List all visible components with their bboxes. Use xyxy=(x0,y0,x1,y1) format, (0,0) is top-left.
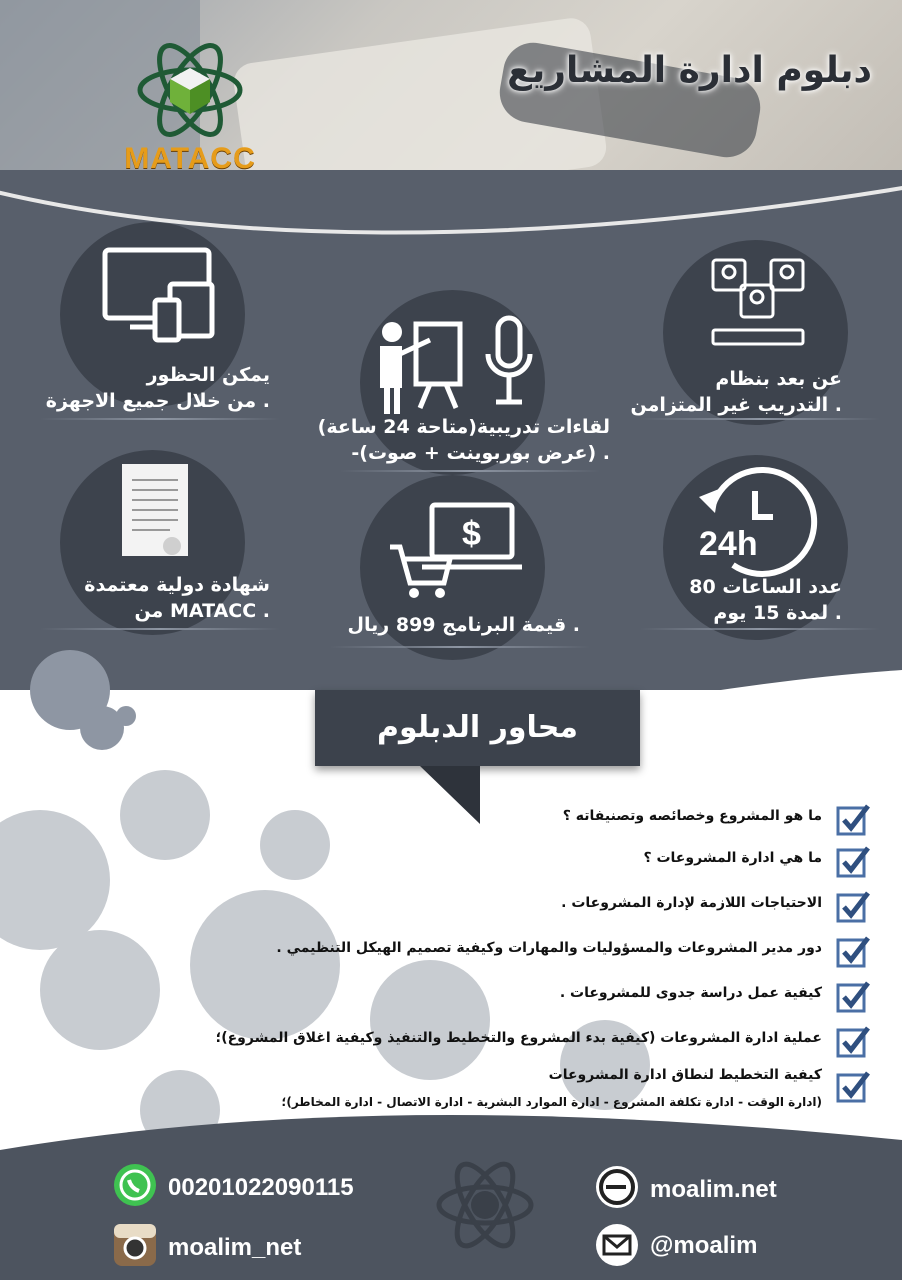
topic-text: كيفية عمل دراسة جدوى للمشروعات . xyxy=(559,985,822,1001)
checkbox-checked-icon xyxy=(836,934,870,968)
atom-watermark-icon xyxy=(430,1150,540,1260)
brand-name: MATACC xyxy=(124,142,256,175)
checkbox-checked-icon xyxy=(836,1069,870,1103)
topic-item xyxy=(170,798,870,838)
feature-hours: عدد الساعات 80 لمدة 15 يوم . xyxy=(689,576,842,624)
decor-dot xyxy=(116,706,136,726)
topic-text: كيفية التخطيط لنطاق ادارة المشروعات xyxy=(548,1067,822,1083)
feature-sessions: لقاءات تدريبية(متاحة 24 ساعة) -(عرض بوربوينت + صوت) . xyxy=(317,416,610,464)
phone-number[interactable]: 00201022090115 xyxy=(168,1174,354,1201)
feature-devices: يمكن الحظور من خلال جميع الاجهزة . xyxy=(45,364,270,412)
topic-text: دور مدير المشروعات والمسؤوليات والمهارات وكيفية تصميم الهيكل التنظيمي . xyxy=(276,940,822,956)
feature-remote: عن بعد بنظام التدريب غير المتزامن . xyxy=(630,368,842,416)
whatsapp-icon xyxy=(112,1162,158,1208)
topic-item xyxy=(170,1020,870,1060)
topic-item xyxy=(170,885,870,925)
topic-item xyxy=(170,975,870,1015)
checkbox-checked-icon xyxy=(836,979,870,1013)
email-icon xyxy=(594,1222,640,1268)
topic-item xyxy=(170,840,870,880)
checkbox-checked-icon xyxy=(836,844,870,878)
section-title: محاور الدبلوم xyxy=(315,690,640,766)
instagram-handle[interactable]: moalim_net xyxy=(168,1234,302,1261)
website-link[interactable]: moalim.net xyxy=(650,1176,777,1203)
page-title: دبلوم ادارة المشاريع xyxy=(507,50,872,91)
clock-label: 24h xyxy=(699,525,758,563)
topic-item xyxy=(170,930,870,970)
topic-text: ما هو المشروع وخصائصه وتصنيفاته ؟ xyxy=(562,808,822,824)
checkbox-checked-icon xyxy=(836,1024,870,1058)
web-e-icon xyxy=(594,1164,640,1210)
matacc-logo xyxy=(60,30,300,180)
topic-text: ما هي ادارة المشروعات ؟ xyxy=(643,850,822,866)
feature-certificate: شهادة دولية معتمدة من MATACC . xyxy=(84,574,270,622)
atom-logo-icon xyxy=(60,30,300,150)
feature-price: قيمة البرنامج 899 ريال . xyxy=(347,614,580,636)
currency-label: $ xyxy=(462,515,481,553)
checkbox-checked-icon xyxy=(836,802,870,836)
topic-text: الاحتياجات اللازمة لإدارة المشروعات . xyxy=(561,895,822,911)
topic-text: عملية ادارة المشروعات (كيفية بدء المشروع والتخطيط والتنفيذ وكيفية اغلاق المشروع)؛ xyxy=(215,1030,822,1046)
checkbox-checked-icon xyxy=(836,889,870,923)
topic-subtext: (ادارة الوقت - ادارة تكلفة المشروع - ادارة الموارد البشرية - ادارة الاتصال - ادارة المخاطر)؛ xyxy=(281,1095,822,1109)
topic-item xyxy=(170,1065,870,1109)
email-handle[interactable]: @moalim xyxy=(650,1232,758,1259)
instagram-icon xyxy=(112,1222,158,1268)
